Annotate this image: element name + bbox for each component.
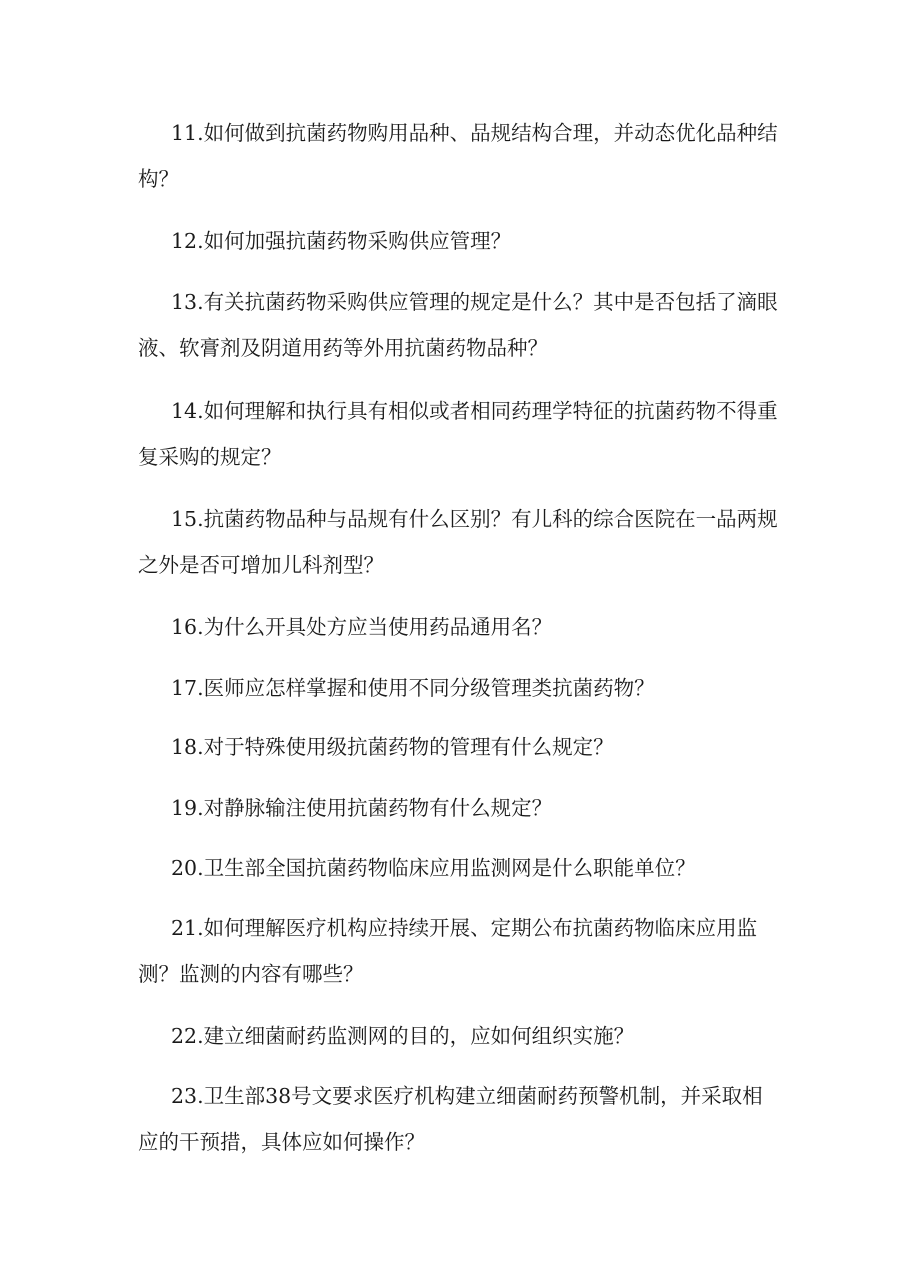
question-15: 15.抗菌药物品种与品规有什么区别？有儿科的综合医院在一品两规之外是否可增加儿科剂型？ — [138, 507, 778, 577]
question-17: 17.医师应怎样掌握和使用不同分级管理类抗菌药物？ — [171, 676, 655, 700]
question-16: 16.为什么开具处方应当使用药品通用名？ — [171, 615, 553, 639]
question-19: 19.对静脉输注使用抗菌药物有什么规定？ — [171, 796, 553, 820]
question-13: 13.有关抗菌药物采购供应管理的规定是什么？其中是否包括了滴眼液、软膏剂及阴道用药等外用抗菌药物品种？ — [138, 290, 778, 360]
question-21: 21.如何理解医疗机构应持续开展、定期公布抗菌药物临床应用监测？监测的内容有哪些？ — [138, 916, 758, 986]
question-14: 14.如何理解和执行具有相似或者相同药理学特征的抗菌药物不得重复采购的规定？ — [138, 399, 778, 469]
question-11: 11.如何做到抗菌药物购用品种、品规结构合理，并动态优化品种结构？ — [138, 121, 778, 191]
question-18: 18.对于特殊使用级抗菌药物的管理有什么规定？ — [171, 735, 614, 759]
question-12: 12.如何加强抗菌药物采购供应管理？ — [171, 229, 512, 253]
question-23: 23.卫生部38号文要求医疗机构建立细菌耐药预警机制，并采取相应的干预措，具体应如何操作？ — [138, 1084, 763, 1154]
question-22: 22.建立细菌耐药监测网的目的，应如何组织实施？ — [171, 1024, 635, 1048]
question-20: 20.卫生部全国抗菌药物临床应用监测网是什么职能单位？ — [171, 856, 696, 880]
